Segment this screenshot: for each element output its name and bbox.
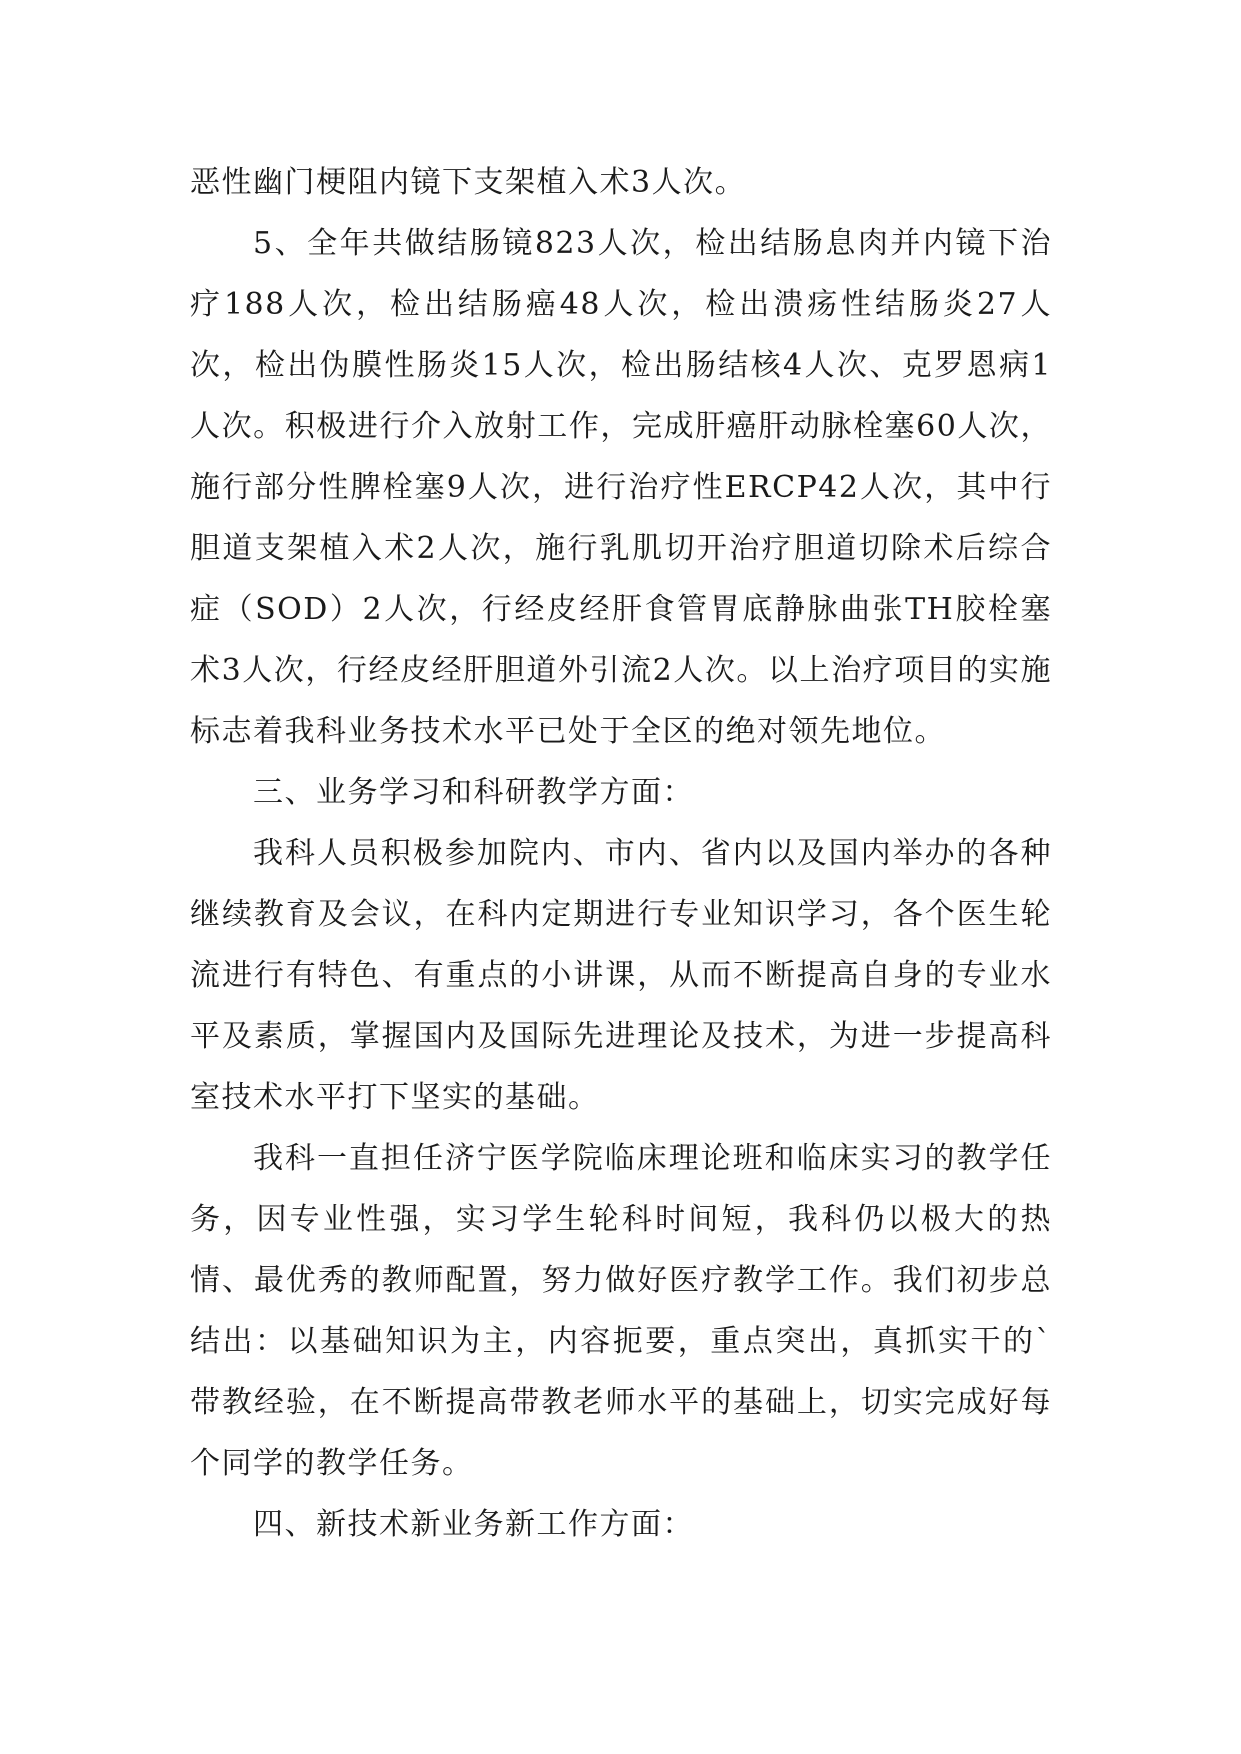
section-heading-study-research: 三、业务学习和科研教学方面： — [253, 775, 694, 810]
document-body — [190, 152, 1052, 1555]
paragraph-teaching-tasks: 我科一直担任济宁医学院临床理论班和临床实习的教学任务，因专业性强，实习学生轮科时间短，我科仍以极大的热情、最优秀的教师配置，努力做好医疗教学工作。我们初步总结出：以基础知识为主，内容扼要，重点突出，真抓实干的`带教经验，在不断提高带教老师水平的基础上，切实完成好每个同学的教学任务。 — [190, 1141, 1052, 1481]
paragraph-continuation: 恶性幽门梗阻内镜下支架植入术3人次。 — [190, 165, 747, 200]
section-heading-new-technology: 四、新技术新业务新工作方面： — [253, 1507, 694, 1542]
paragraph-colonoscopy-stats: 5、全年共做结肠镜823人次，检出结肠息肉并内镜下治疗188人次，检出结肠癌48人次，检出溃疡性结肠炎27人次，检出伪膜性肠炎15人次，检出肠结核4人次、克罗恩病1人次。积极进行介入放射工作，完成肝癌肝动脉栓塞60人次，施行部分性脾栓塞9人次，进行治疗性ERCP42人次，其中行胆道支架植入术2人次，施行乳肌切开治疗胆道切除术后综合症（SOD）2人次，行经皮经肝食管胃底静脉曲张TH胶栓塞术3人次，行经皮经肝胆道外引流2人次。以上治疗项目的实施标志着我科业务技术水平已处于全区的绝对领先地位。 — [190, 226, 1052, 749]
paragraph-continuing-education: 我科人员积极参加院内、市内、省内以及国内举办的各种继续教育及会议，在科内定期进行专业知识学习，各个医生轮流进行有特色、有重点的小讲课，从而不断提高自身的专业水平及素质，掌握国内及国际先进理论及技术，为进一步提高科室技术水平打下坚实的基础。 — [190, 836, 1052, 1115]
